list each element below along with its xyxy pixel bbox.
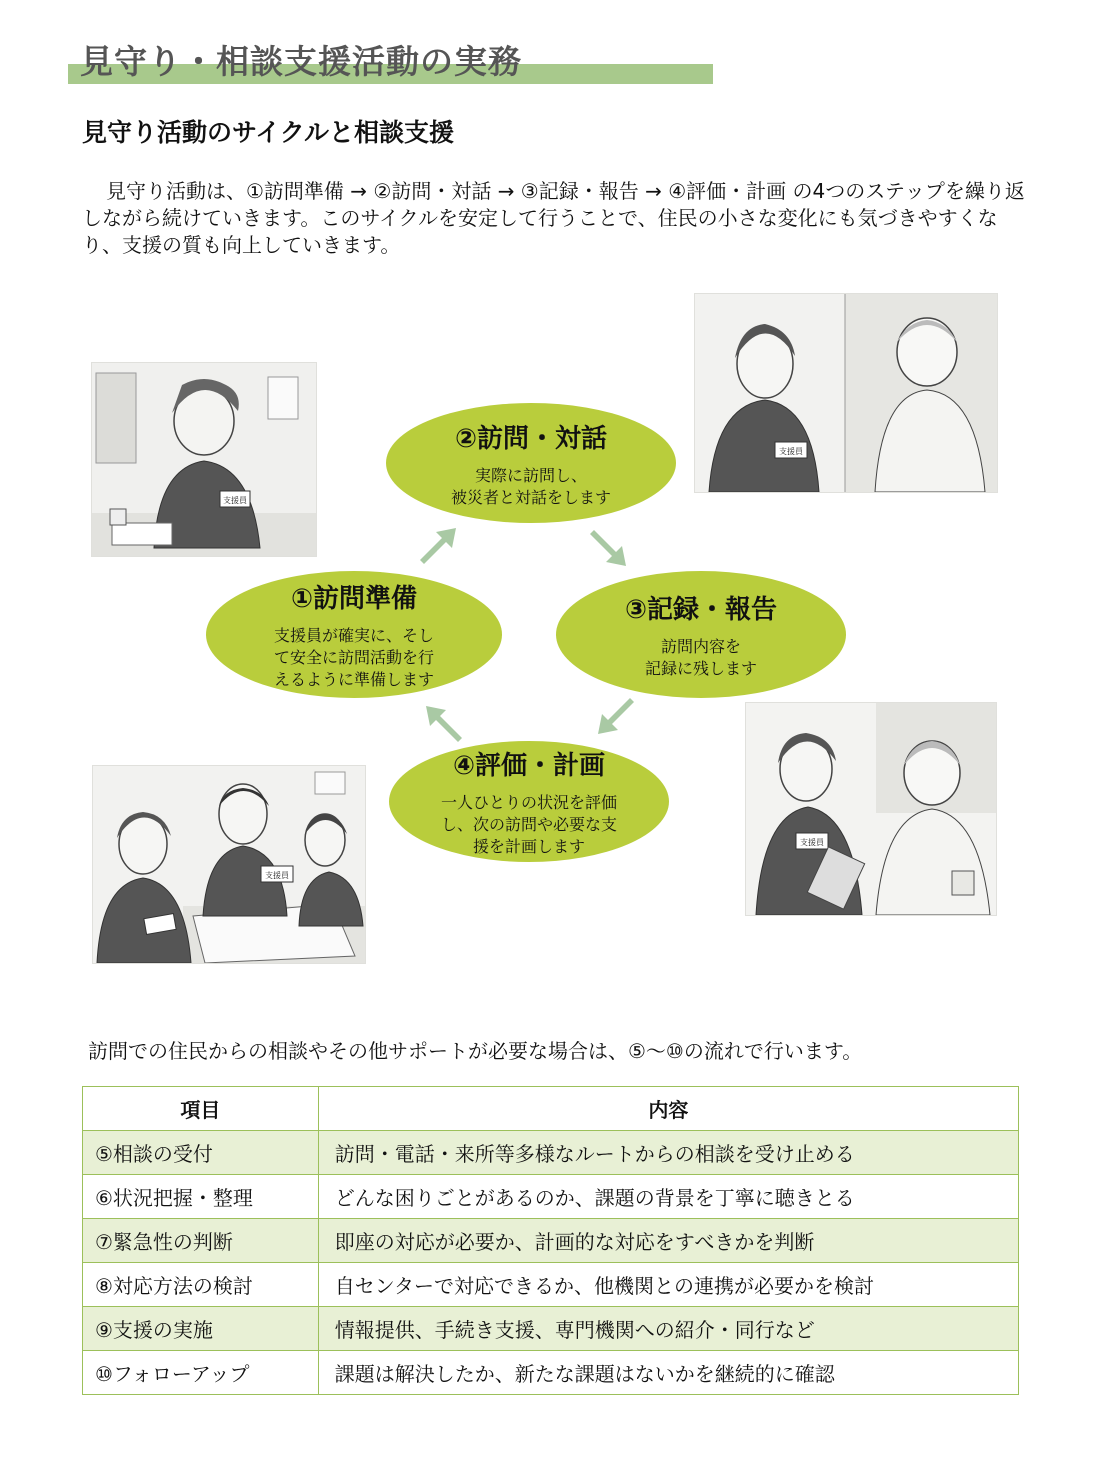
table-cell-content: 即座の対応が必要か、計画的な対応をすべきかを判断 (318, 1219, 1018, 1263)
table-header-row (83, 1087, 1019, 1131)
cycle-step-1-title: ①訪問準備 (290, 584, 417, 614)
cycle-step-1-desc: 支援員が確実に、そし て安全に訪問活動を行 えるように準備します (273, 626, 434, 689)
illustration-record-report (745, 702, 997, 916)
cycle-arrow-4-to-1-icon (418, 698, 468, 748)
cycle-step-2-desc: 実際に訪問し、 被災者と対話をします (450, 465, 611, 507)
cycle-arrow-2-to-3-icon (586, 520, 636, 570)
intro-paragraph (82, 178, 1032, 259)
cycle-step-3 (556, 571, 846, 698)
table-cell-item: ⑩フォローアップ (83, 1351, 319, 1395)
cycle-arrow-1-to-2-icon (412, 520, 462, 570)
intro-text: 見守り活動は、①訪問準備 → ②訪問・対話 → ③記録・報告 → ④評価・計画 の4つのステップを繰り返しながら続けていきます。このサイクルを安定して行うことで、住民の小さな変化にも気づきやすくなり、支援の質も向上していきます。 (82, 179, 1025, 257)
illustration-visit-dialogue (694, 293, 998, 493)
table-cell-item: ⑧対応方法の検討 (83, 1263, 319, 1307)
table-cell-item: ⑥状況把握・整理 (83, 1175, 319, 1219)
cycle-arrow-3-to-4-icon (592, 694, 642, 744)
cycle-step-1 (206, 571, 502, 698)
section-heading: 見守り活動のサイクルと相談支援 (82, 118, 455, 147)
illustration-visit-dialogue-image (695, 294, 997, 492)
table-cell-item: ⑨支援の実施 (83, 1307, 319, 1351)
table-row (83, 1351, 1019, 1395)
table-row (83, 1263, 1019, 1307)
table-cell-content: どんな困りごとがあるのか、課題の背景を丁寧に聴きとる (318, 1175, 1018, 1219)
table-cell-item: ⑤相談の受付 (83, 1131, 319, 1175)
table-cell-item: ⑦緊急性の判断 (83, 1219, 319, 1263)
cycle-step-4 (389, 741, 669, 862)
consultation-flow-note: 訪問での住民からの相談やその他サポートが必要な場合は、⑤〜⑩の流れで行います。 (88, 1039, 863, 1063)
cycle-step-2 (386, 403, 676, 523)
cycle-step-4-title: ④評価・計画 (452, 751, 605, 781)
illustration-visit-preparation-image (92, 363, 316, 556)
cycle-step-2-title: ②訪問・対話 (454, 423, 607, 454)
table-row (83, 1307, 1019, 1351)
badge-label: 支援員 (779, 447, 803, 456)
cycle-step-4-desc: 一人ひとりの状況を評価 し、次の訪問や必要な支 援を計画します (440, 793, 617, 856)
table-cell-content: 課題は解決したか、新たな課題はないかを継続的に確認 (318, 1351, 1018, 1395)
page-title: 見守り・相談支援活動の実務 (80, 42, 522, 81)
table-cell-content: 自センターで対応できるか、他機関との連携が必要かを検討 (318, 1263, 1018, 1307)
badge-label: 支援員 (265, 871, 289, 880)
cycle-step-3-title: ③記録・報告 (624, 595, 777, 625)
cycle-step-3-desc: 訪問内容を 記録に残します (644, 637, 757, 678)
table-cell-content: 訪問・電話・来所等多様なルートからの相談を受け止める (318, 1131, 1018, 1175)
table-row (83, 1175, 1019, 1219)
illustration-record-report-image (746, 703, 996, 915)
table-row (83, 1219, 1019, 1263)
table-cell-content: 情報提供、手続き支援、専門機関への紹介・同行など (318, 1307, 1018, 1351)
badge-label: 支援員 (800, 838, 824, 847)
badge-label: 支援員 (223, 496, 247, 505)
consultation-flow-table (82, 1086, 1019, 1395)
illustration-evaluation-planning-image (93, 766, 365, 963)
table-header-content: 内容 (318, 1087, 1018, 1131)
table-header-item: 項目 (83, 1087, 319, 1131)
illustration-evaluation-planning (92, 765, 366, 964)
table-row (83, 1131, 1019, 1175)
illustration-visit-preparation (91, 362, 317, 557)
